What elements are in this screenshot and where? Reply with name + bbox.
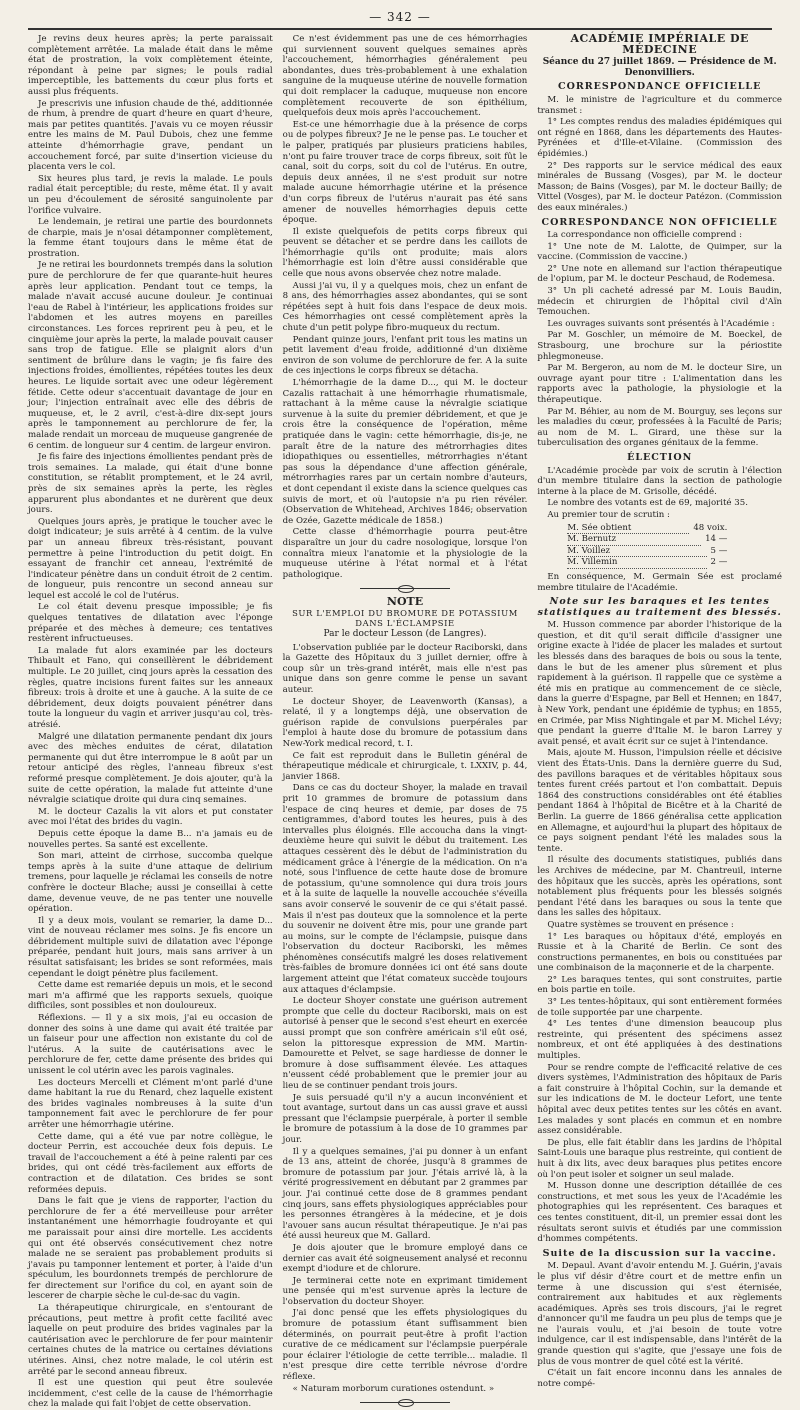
paragraph: Je suis persuadé qu'il n'y a aucun inconvénient et tout avantage, surtout dans un cas aussi grave et aussi pressant que l'éclampsie puerpérale, à porter il semble le bromure de potassium à la dose de 10 grammes par jour. [282, 1092, 528, 1145]
official-heading: CORRESPONDANCE OFFICIELLE [558, 81, 762, 93]
paragraph: L'observation publiée par le docteur Raciborski, dans la Gazette des Hôpitaux du 3 juillet dernier, offre à coup sûr un très-grand intérêt, mais elle n'est pas unique dans son genre comme le pense un savant auteur. [282, 642, 528, 696]
paragraph: Réflexions. — Il y a six mois, j'ai eu occasion de donner des soins à une dame qui avait été traitée par un faiseur pour une affection non existante du col de l'utérus. A la suite de cautérisations avec le perchlorure de fer, cette dame présente des brides qui unissent le col utérin avec les parois vaginales. [28, 1013, 273, 1076]
paragraph: Pour se rendre compte de l'efficacité relative de ces divers systèmes, l'Administration des hôpitaux de Paris a fait construire à l'hôpital Cochin, sur la demande et sur les indications de M. le docteur Lefort, une tente hôpital avec deux petites tentes sur les côtés en avant. Les malades y sont placés en commun et en nombre assez considérable. [537, 1062, 783, 1137]
paragraph: Depuis cette époque la dame B... n'a jamais eu de nouvelles pertes. Sa santé est excellente. [28, 828, 273, 850]
academy-title: ACADÉMIE IMPÉRIALE DE MÉDECINE [570, 32, 749, 56]
column-2 [282, 34, 528, 1394]
paragraph: Le docteur Shoyer, de Leavenworth (Kansas), a relaté, il y a longtemps déjà, une observation de guérison rapide de convulsions puerpérales par l'emploi à haute dose du bromure de potassium dans New-York medical record, t. I. [282, 696, 528, 749]
official-correspondence [537, 95, 782, 214]
paragraph: Il est une question qui peut être soulevée incidemment, c'est celle de la cause de l'hémorrhagie chez la malade qui fait l'objet de cette observation. [28, 1378, 273, 1410]
vote-row [567, 523, 727, 535]
column-3 [537, 32, 783, 1389]
paragraph: L'hémorrhagie de la dame D..., qui M. le docteur Cazalis rattachait à une hémorrhagie rhumatismale, rattachant à la même cause la névralgie sciatique survenue à la suite du premier débridement, et que je crois être la conséquence de l'opération, même pratiquée dans le vagin: cette hémorrhagie, dis-je, ne paraît être de la nature des métrorrhagies dites idiopathiques ou essentielles, métrorrhagies n'étant pas sous la dépendance d'une affection générale, métrorrhagies rares par un certain nombre d'auteurs, et dont cependant il existe dans la science quelques cas suivis de mort, et où l'autopsie n'a pu rien révéler. (Observation de Whitehead, Archives 1846; observation de Ozée, Gazette médicale de 1858.) [282, 378, 528, 526]
vaccine-heading: Suite de la discussion sur la vaccine. [542, 1247, 777, 1259]
page-header [28, 6, 772, 30]
paragraph: M. Husson donne une description détaillée de ces constructions, et met sous les yeux de l'Académie les photographies qui les représentent. Ces baraques et ces tentes constituent, dit-il, un premier essai dont les résultats seront suivis et étudiés par une commission d'hommes compétents. [537, 1181, 783, 1245]
paragraph: Il y a deux mois, voulant se remarier, la dame D... vint de nouveau réclamer mes soins. Je fis encore un débridement multiple suivi de dilatation avec l'éponge préparée, pendant huit jours, mais sans arriver à un résultat satisfaisant; les brides se sont reformées, mais cependant le doigt pénètre plus facilement. [28, 915, 273, 979]
paragraph: La malade fut alors examinée par les docteurs Thibault et Fano, qui conseillèrent le débridement multiple. Le 20 juillet, cinq jours après la cessation des règles, quatre incisions furent faites sur les anneaux fibreux: trois à droite et une à gauche. A la suite de ce débridement, deux doigts pouvaient pénétrer dans toute la longueur du vagin et arriver jusqu'au col, très-atrésié. [28, 645, 273, 730]
paragraph: Pendant quinze jours, l'enfant prit tous les matins un petit lavement d'eau froide, additionné d'un dixième environ de son volume de perchlorure de fer. A la suite de ces injections le corps fibreux se détacha. [282, 334, 528, 377]
paragraph: Mais, ajoute M. Husson, l'impulsion réelle et décisive vient des États-Unis. Dans la dernière guerre du Sud, des pavillons baraques et de véritables hôpitaux sous tentes furent créés partout et l'on combattait. Depuis 1864 des constructions considérables ont été établies pendant 1864 à l'hôpital de Bicêtre et à la Charité de Berlin. La guerre de 1866 généralisa cette application en Allemagne, et aujourd'hui la plupart des hôpitaux de ce pays soignent pendant l'été les malades sous la tente. [537, 748, 783, 854]
paragraph: J'ai donc pensé que les effets physiologiques du bromure de potassium étant suffisamment bien déterminés, on pourrait peut-être à profit l'action curative de ce médicament sur l'éclampsie puerpérale pour éclairer l'étiologie de cette terrible... maladie. Il n'est presque dire cette terrible névrose d'ordre réflexe. [282, 1308, 528, 1383]
candidate-name: M. Bernutz [567, 534, 701, 546]
paragraph: 4° Les tentes d'une dimension beaucoup plus restreinte, qui présentent des spécimens assez nombreux, et ont été appliquées à des destinations multiples. [537, 1019, 783, 1062]
session-line: Séance du 27 juillet 1869. — Présidence de M. Denonvilliers. [542, 57, 777, 78]
paragraph: Son mari, atteint de cirrhose, succomba quelque temps après à la suite d'une attaque de delirium tremens, pour laquelle je réclamai les conseils de notre confrère le docteur Blache; aussi je conseillai à cette dame, devenue veuve, de ne pas tenter une nouvelle opération. [28, 851, 273, 915]
candidate-name: M. Sée obtient [567, 523, 689, 535]
paragraph: 2° Une note en allemand sur l'action thérapeutique de l'opium, par M. le docteur Peschaud, de Rodemesa. [537, 263, 783, 285]
paragraph: Je revins deux heures après; la perte paraissait complètement arrêtée. La malade était dans le même état de prostration, la voix complètement éteinte, répondant à peine par signes; le pouls radial imperceptible, les battements du cœur plus forts et aussi plus fréquents. [28, 34, 273, 97]
paragraph: Cette dame est remariée depuis un mois, et le second mari m'a affirmé que les rapports sexuels, quoique difficiles, sont possibles et non douloureux. [28, 980, 273, 1012]
paragraph: Le col était devenu presque impossible; je fis quelques tentatives de dilatation avec l'éponge préparée et des mèches à demeure; ces tentatives restèrent infructueuses. [28, 602, 273, 645]
ambulances-heading: Note sur les baraques et les tentes statistiques au traitement des blessés. [537, 596, 782, 618]
paragraph: Six heures plus tard, je revis la malade. Le pouls radial était perceptible; du reste, même état. Il y avait un peu d'écoulement de sérosité sanguinolente par l'orifice vulvaire. [28, 173, 273, 216]
paragraph: Quatre systèmes se trouvent en présence : [547, 919, 734, 930]
paragraph: M. le ministre de l'agriculture et du commerce transmet : [537, 94, 783, 116]
ambulances-body [537, 620, 782, 1244]
paragraph: Il résulte des documents statistiques, publiés dans les Archives de médecine, par M. Chantreuil, interne des hôpitaux que les succès, après les opérations, sont notablement plus fréquents pour les blessés soignés pendant l'été dans les baraques ou sous la tente que dans les salles des hôpitaux. [537, 855, 783, 919]
paragraph: Par M. Bergeron, au nom de M. le docteur Sire, un ouvrage ayant pour titre : L'alimentation dans les rapports avec la pathologie, la physiologie et la thérapeutique. [537, 363, 783, 405]
paragraph: 3° Les tentes-hôpitaux, qui sont entièrement formées de toile supportée par une charpente. [537, 997, 783, 1018]
paragraph: Ce fait est reproduit dans le Bulletin général de thérapeutique médicale et chirurgicale, t. LXXIV, p. 44, janvier 1868. [282, 750, 528, 782]
election-stats: Le nombre des votants est de 69, majorité 35. [547, 498, 748, 509]
election-heading: ÉLECTION [627, 451, 693, 463]
paragraph: Malgré une dilatation permanente pendant dix jours avec des mèches enduites de cérat, dilatation permanente qui dut être interrompue le 8 août par un retour anticipé des règles, l'anneau fibreux s'est reformé presque complètement. Je dois ajouter, qu'à la suite de cette opération, la malade fut atteinte d'une névralgie sciatique droite qui dura cinq semaines. [28, 731, 273, 806]
vaccine-body [537, 1261, 782, 1389]
paragraph: Il existe quelquefois de petits corps fibreux qui peuvent se détacher et se perdre dans les caillots de l'hémorrhagie qu'ils ont produite; mais alors l'hémorrhagie est loin d'être aussi considérable que celle que nous avons observée chez notre malade. [282, 226, 528, 280]
election-first-round: Au premier tour de scrutin : [547, 509, 670, 520]
nonofficial-correspondence [537, 230, 782, 449]
note-byline: Par le docteur Lesson (de Langres). [323, 629, 487, 640]
paragraph: Cette classe d'hémorrhagie pourra peut-être disparaître un jour du cadre nosologique, lorsque l'on connaîtra mieux l'anatomie et la physiologie de la muqueuse utérine à l'état normal et à l'état pathologique. [282, 527, 528, 580]
nonofficial-heading: CORRESPONDANCE NON OFFICIELLE [541, 216, 778, 228]
paragraph: Ce n'est évidemment pas une de ces hémorrhagies qui surviennent souvent quelques semaines après l'accouchement, hémorrhagies généralement peu abondantes, dues très-probablement à une exhalation sanguine de la muqueuse utérine de nouvelle formation qui doit remplacer la caduque, muqueuse non encore complètement recouverte de son épithélium, quelquefois deux mois après l'accouchement. [282, 34, 528, 119]
paragraph: « Naturam morborum curationes ostendunt. » [292, 1383, 495, 1394]
paragraph: Je terminerai cette note en exprimant timidement une pensée qui m'est survenue après la lecture de l'observation du docteur Shoyer. [282, 1275, 528, 1307]
vote-count: 5 — [710, 545, 728, 556]
paragraph: Le lendemain, je retirai une partie des bourdonnets de charpie, mais je n'osai détamponner complètement, la femme étant toujours dans le même état de prostration. [28, 217, 273, 259]
candidate-name: M. Voillez [567, 546, 706, 558]
election-intro: L'Académie procède par voix de scrutin à l'élection d'un membre titulaire dans la section de pathologie interne à la place de M. Grisolle, décédé. [537, 465, 783, 497]
paragraph: Je ne retirai les bourdonnets trempés dans la solution pure de perchlorure de fer que quarante-huit heures après leur application. Pendant tout ce temps, la malade n'avait accusé aucune douleur. Je continuai l'eau de Rabel à l'intérieur, les applications froides sur l'abdomen et les autres moyens en pareilles circonstances. Les forces reprirent peu à peu, et le cinquième jour après la perte, la malade pouvait causer sans trop de fatigue. Elle se plaignit alors d'un sentiment de brûlure dans le vagin; je fis faire des injections froides, émollientes, répétées toutes les deux heures. Le liquide sortait avec une odeur légèrement fétide. Cette odeur s'accentuait davantage de jour en jour; l'injection entraînait avec elle des débris de muqueuse, et, le 2 avril, c'est-à-dire dix-sept jours après le tamponnement au perchlorure de fer, la malade rendait un morceau de muqueuse gangrenée de 6 centim. de longueur sur 4 centim. de largeur environ. [28, 260, 273, 451]
paragraph: Quelques jours après, je pratique le toucher avec le doigt indicateur; je suis arrêté à 4 centim. de la vulve par un anneau fibreux très-résistant, pouvant permettre à peine l'introduction du petit doigt. En essayant de franchir cet anneau, l'extrémité de l'indicateur pénètre dans un conduit étroit de 2 centim. de longueur, puis rencontre un second anneau sur lequel est accolé le col de l'utérus. [28, 516, 273, 601]
paragraph: 2° Les baraques tentes, qui sont construites, partie en bois partie en toile. [537, 974, 783, 996]
section-separator [283, 583, 528, 593]
vote-row [567, 546, 727, 558]
candidate-name: M. Villemin [567, 557, 706, 569]
paragraph: Les ouvrages suivants sont présentés à l'Académie : [547, 318, 775, 329]
paragraph: 3° Un pli cacheté adressé par M. Louis Baudin, médecin et chirurgien de l'hôpital civil d'Aïn Temouchen. [537, 286, 783, 318]
paragraph: De plus, elle fait établir dans les jardins de l'hôpital Saint-Louis une baraque plus restreinte, qui contient de huit à dix lits, avec deux baraques plus petites encore où l'on peut isoler et soigner un seul malade. [537, 1137, 783, 1180]
column-2-body [283, 34, 528, 580]
vote-count: 48 voix. [693, 522, 728, 533]
paragraph: 1° Les baraques ou hôpitaux d'été, employés en Russie et à la Charité de Berlin. Ce sont des constructions permanentes, en bois ou constituées par une combinaison de la maçonnerie et de la charpente. [537, 931, 783, 974]
note-subtitle: SUR L'EMPLOI DU BROMURE DE POTASSIUM DANS L'ÉCLAMPSIE [292, 607, 518, 629]
end-separator [283, 1397, 528, 1407]
vote-count: 2 — [710, 557, 728, 568]
election-result: En conséquence, M. Germain Sée est proclamé membre titulaire de l'Académie. [537, 571, 783, 593]
paragraph: Il y a quelques semaines, j'ai pu donner à un enfant de 13 ans, atteint de chorée, jusqu'à 8 grammes de bromure de potassium par jour. J'étais arrivé là, à la vérité progressivement en débutant par 2 grammes par jour. J'ai continué cette dose de 8 grammes pendant cinq jours, sans effets physiologiques appréciables pour les personnes étrangères à la médecine, et je dois l'avouer sans aucun résultat thérapeutique. Je n'ai pas été aussi heureux que M. Gallard. [282, 1146, 528, 1242]
paragraph: 2° Des rapports sur le service médical des eaux minérales de Bussang (Vosges), par M. le docteur Masson; de Bains (Vosges), par M. le docteur Bailly; de Vittel (Vosges), par M. le docteur Patézon. (Commission des eaux minérales.) [537, 160, 783, 213]
vote-row [567, 534, 727, 546]
paragraph: M. Depaul. Avant d'avoir entendu M. J. Guérin, j'avais le plus vif désir d'être court et de mettre enfin un terme à une discussion qui s'est éternisée, contrairement aux habitudes et aux règlements académiques. Après ses trois discours, j'ai le regret d'annoncer qu'il me faudra un peu plus de temps que je ne l'aurais voulu, et j'ai besoin de toute votre indulgence, car il est indispensable, dans l'intérêt de la grande question qui s'agite, que j'essaye une fois de plus de vous montrer de quel côté est la vérité. [537, 1261, 783, 1367]
paragraph: Est-ce une hémorrhagie due à la présence de corps ou de polypes fibreux? Je ne le pense pas. Le toucher et le palper, pratiqués par plusieurs praticiens habiles, n'ont pu faire trouver trace de corps fibreux, soit fût le canal, soit du corps, soit du col de l'utérus. En outre, depuis deux années, il ne s'est produit sur notre malade aucune hémorrhagie utérine et la présence d'un corps fibreux de l'utérus n'aurait pas été sans amener de nouvelles hémorrhagies depuis cette époque. [282, 119, 528, 226]
columns [28, 32, 783, 1410]
paragraph: Dans ce cas du docteur Shoyer, la malade en travail prit 10 grammes de bromure de potassium dans l'espace de cinq heures et demie, par doses de 75 centigrammes, d'abord toutes les heures, puis à des intervalles plus éloignés. Elle accoucha dans la vingt-deuxième heure qui suivit le début du traitement. Les attaques cessèrent dès le début de l'administration du médicament grâce à l'énergie de la médication. On n'a noté, sous l'influence de cette haute dose de bromure de potassium, qu'une somnolence qui dura trois jours et à la suite de laquelle la nouvelle accouchée s'éveilla sans avoir conservé le souvenir de ce qui s'était passé. Mais il n'est pas douteux que la somnolence et la perte du souvenir ne doivent être mis, pour une grande part au moins, sur le compte de l'éclampsie, puisque dans l'observation du docteur Raciborski, les mêmes phénomènes consécutifs malgré les doses relativement très-faibles de bromure données ici ont été sans doute largement atteint que l'état comateux succède toujours aux attaques d'éclampsie. [282, 783, 528, 995]
paragraph: La correspondance non officielle comprend : [547, 230, 743, 241]
column-1 [28, 34, 273, 1410]
paragraph: Je prescrivis une infusion chaude de thé, additionnée de rhum, à prendre de quart d'heure en quart d'heure, mais par petites quantités. J'avais vu ce moyen réussir entre les mains de M. Paul Dubois, chez une femme atteinte d'hémorrhagie grave, pendant un accouchement forcé, par suite d'insertion vicieuse du placenta vers le col. [28, 98, 273, 173]
paragraph: 1° Les comptes rendus des maladies épidémiques qui ont régné en 1868, dans les départements des Hautes-Pyrénées et d'Ille-et-Vilaine. (Commission des épidémies.) [537, 117, 783, 159]
paragraph: La thérapeutique chirurgicale, en s'entourant de précautions, peut mettre à profit cette facilité avec laquelle on peut produire des brides vaginales par la cautérisation avec le perchlorure de fer pour maintenir certaines chutes de la matrice ou certaines déviations utérines. Ainsi, chez notre malade, le col utérin est arrêté par le second anneau fibreux. [28, 1303, 273, 1377]
paragraph: Aussi j'ai vu, il y a quelques mois, chez un enfant de 8 ans, des hémorrhagies assez abondantes, qui se sont répétées sept à huit fois dans l'espace de deux mois. Ces hémorrhagies ont cessé complètement après la chute d'un petit polype fibro-muqueux du rectum. [282, 280, 528, 334]
paragraph: M. Husson commence par aborder l'historique de la question, et dit qu'il serait difficile d'assigner une origine exacte à l'idée de placer les malades et surtout les blessés dans des baraques de bois ou sous la tente, dans le but de les amener plus sûrement et plus rapidement à la guérison. Il rappelle que ce système a été mis en pratique au commencement de ce siècle, dans la guerre d'Espagne, par Bell et Hennen; en 1847, à New York, pendant une épidémie de typhus; en 1855, en Crimée, par Miss Nightingale et par M. Michel Lévy; que pendant la guerre d'Italie M. le baron Larrey y avait pensé, et avait écrit sur ce sujet à l'intendance. [537, 620, 783, 747]
paragraph: Dans le fait que je viens de rapporter, l'action du perchlorure de fer a été merveilleuse pour arrêter instantanément une hémorrhagie foudroyante et qui me paraissait pour ainsi dire mortelle. Les accidents qui ont été observés consécutivement chez notre malade ne se seraient pas probablement produits si j'avais pu tamponner lentement et porter, à l'aide d'un spéculum, les bourdonnets trempés de perchlorure de fer directement sur l'orifice du col, en ayant soin de lescerer de charpie sèche le cul-de-sac du vagin. [28, 1196, 273, 1302]
page-number: — 342 — [369, 10, 431, 24]
paragraph: C'était un fait encore inconnu dans les annales de notre compé- [537, 1368, 783, 1389]
vote-count: 14 — [705, 534, 728, 545]
paragraph: Par M. Goschler, un mémoire de M. Boeckel, de Strasbourg, une brochure sur la périostite phlegmoneuse. [537, 330, 783, 362]
paragraph: Je dois ajouter que le bromure employé dans ce dernier cas avait été soigneusement analysé et reconnu exempt d'iodure et de chlorure. [282, 1242, 528, 1275]
vote-results [567, 523, 782, 569]
paragraph: Par M. Béhier, au nom de M. Bourguy, ses leçons sur les maladies du cœur, professées à la Faculté de Paris; au nom de M. L. Girard, une thèse sur la tuberculisation des organes génitaux de la femme. [537, 406, 783, 449]
vote-row [567, 557, 727, 569]
note-body [283, 643, 528, 1395]
paragraph: Je fis faire des injections émollientes pendant près de trois semaines. La malade, qui était d'une bonne constitution, se rétablit promptement, et le 24 avril, près de six semaines après la perte, les règles apparurent plus abondantes et ne durèrent que deux jours. [28, 452, 273, 516]
paragraph: Le docteur Shoyer constate une guérison autrement prompte que celle du docteur Raciborski, mais on est autorisé à penser que le second s'est eheurt en exercée aussi prompt que son confrère américain s'il eût osé, selon la pittoresque expression de MM. Martin-Damourette et Pelvet, se sage hardiesse de donner le bromure à dose suffisamment élevée. Les attaques n'eussent cédé probablement que le premier jour au lieu de se continuer pendant trois jours. [282, 996, 528, 1091]
paragraph: Les docteurs Mercelli et Clément m'ont parlé d'une dame habitant la rue du Renard, chez laquelle existent des brides vaginales nombreuses à la suite d'un tamponnement fait avec le perchlorure de fer pour arrêter une hémorrhagie utérine. [28, 1077, 273, 1130]
paragraph: Cette dame, qui a été vue par notre collègue, le docteur Perrin, est accouchée deux fois depuis. Le travail de l'accouchement a été à peine ralenti par ces brides, qui ont cédé très-facilement aux efforts de contraction et de dilatation. Ces brides se sont reformées depuis. [28, 1131, 273, 1195]
paragraph: M. le docteur Cazalis la vit alors et put constater avec moi l'état des brides du vagin. [28, 806, 273, 828]
note-heading: NOTE [386, 595, 424, 609]
paragraph: 1° Une note de M. Lalotte, de Quimper, sur la vaccine. (Commission de vaccine.) [537, 241, 783, 263]
